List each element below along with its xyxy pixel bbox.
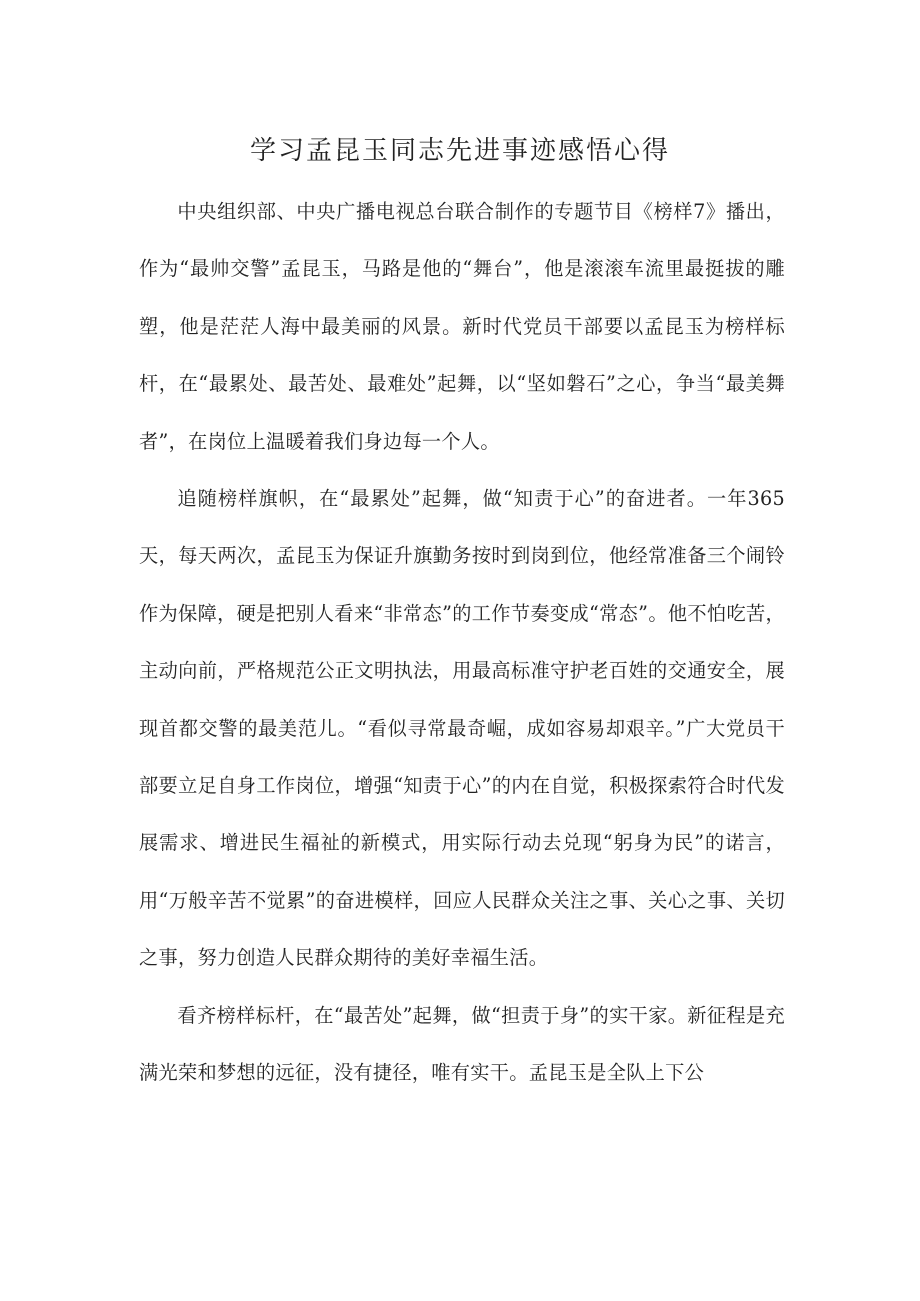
document-body <box>139 183 785 1102</box>
paragraph-1: 中央组织部、中央广播电视总台联合制作的专题节目《榜样7》播出，作为“最帅交警”孟昆玉，马路是他的“舞台”，他是滚滚车流里最挺拔的雕塑，他是茫茫人海中最美丽的风景。新时代党员干部要以孟昆玉为榜样标杆，在“最累处、最苦处、最难处”起舞，以“坚如磐石”之心，争当“最美舞者”，在岗位上温暖着我们身边每一个人。 <box>139 200 785 453</box>
paragraph-2: 追随榜样旗帜，在“最累处”起舞，做“知责于心”的奋进者。一年365天，每天两次，孟昆玉为保证升旗勤务按时到岗到位，他经常准备三个闹铃作为保障，硬是把别人看来“非常态”的工作节奏变成“常态”。他不怕吃苦，主动向前，严格规范公正文明执法，用最高标准守护老百姓的交通安全，展现首都交警的最美范儿。“看似寻常最奇崛，成如容易却艰辛。”广大党员干部要立足自身工作岗位，增强“知责于心”的内在自觉，积极探索符合时代发展需求、增进民生福祉的新模式，用实际行动去兑现“躬身为民”的诺言，用“万般辛苦不觉累”的奋进模样，回应人民群众关注之事、关心之事、关切之事，努力创造人民群众期待的美好幸福生活。 <box>139 487 785 970</box>
paragraph-3: 看齐榜样标杆，在“最苦处”起舞，做“担责于身”的实干家。新征程是充满光荣和梦想的远征，没有捷径，唯有实干。孟昆玉是全队上下公 <box>139 1003 785 1085</box>
document-title: 学习孟昆玉同志先进事迹感悟心得 <box>249 136 670 166</box>
